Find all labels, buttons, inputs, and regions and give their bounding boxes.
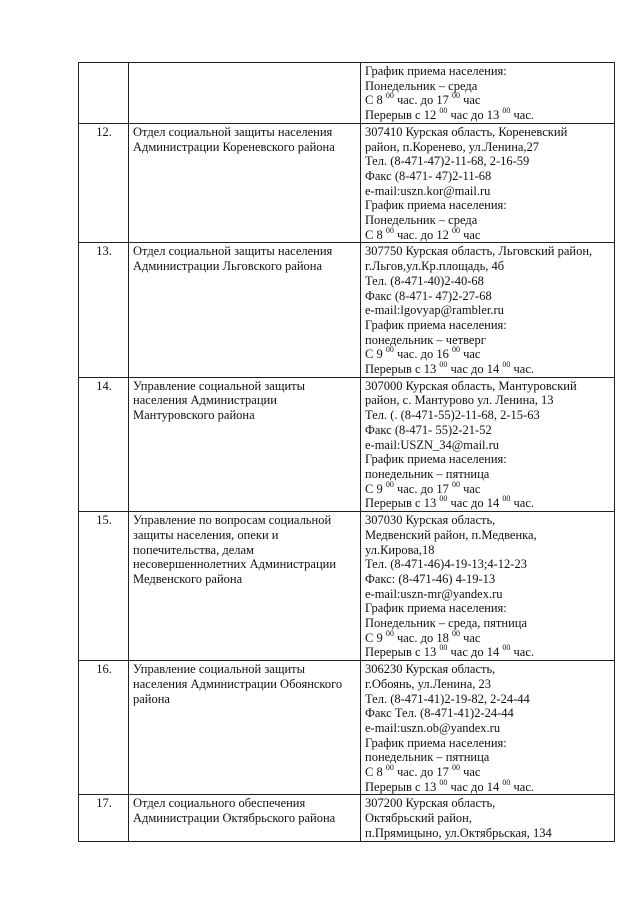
contact-info-line: e-mail:uszn.ob@yandex.ru <box>365 720 501 735</box>
office-name-line: Администрации Октябрьского района <box>133 811 336 826</box>
contact-info-line: Перерыв с 13 $^{00}$ час до 14 $^{00}$ час. <box>365 777 534 794</box>
row-number: 13. <box>79 243 129 377</box>
row-number: 12. <box>79 123 129 243</box>
contact-info-line: График приема населения: <box>365 735 507 750</box>
contact-info-line: График приема населения: <box>365 317 507 332</box>
contact-info-line: понедельник – пятница <box>365 750 490 765</box>
office-name-cell <box>129 512 361 661</box>
office-name-cell <box>129 377 361 511</box>
row-number: 14. <box>79 377 129 511</box>
office-name-line: Отдел социального обеспечения <box>133 796 306 811</box>
contact-info-line: район, п.Коренево, ул.Ленина,27 <box>365 139 540 154</box>
contact-info-line: Тел. (8-471-46)4-19-13;4-12-23 <box>365 557 527 572</box>
contact-info-line: Тел. (8-471-41)2-19-82, 2-24-44 <box>365 691 530 706</box>
office-name-line: попечительства, делам <box>133 542 254 557</box>
contact-info-line: 307410 Курская область, Кореневский <box>365 124 568 139</box>
office-name-line: несовершеннолетних Администрации <box>133 557 337 572</box>
office-name-cell <box>129 123 361 243</box>
office-name-line: района <box>133 691 170 706</box>
contact-info-line: Факс Тел. (8-471-41)2-24-44 <box>365 706 514 721</box>
contact-info-line: ул.Кирова,18 <box>365 542 435 557</box>
contact-info-line: Перерыв с 12 $^{00}$ час до 13 $^{00}$ час. <box>365 105 534 123</box>
row-number: 17. <box>79 795 129 841</box>
office-name-line: населения Администрации <box>133 393 277 408</box>
contact-info-line: Перерыв с 13 $^{00}$ час до 14 $^{00}$ час. <box>365 359 534 377</box>
contact-info-line: Факс (8-471- 47)2-11-68 <box>365 168 492 183</box>
offices-table-body <box>79 63 615 842</box>
contact-info-line: Факс (8-471- 55)2-21-52 <box>365 422 492 437</box>
contact-info-line: График приема населения: <box>365 198 507 213</box>
office-name-cell <box>129 661 361 795</box>
office-name-cell <box>129 795 361 841</box>
contact-info-line: 306230 Курская область, <box>365 662 496 677</box>
office-name-line: защиты населения, опеки и <box>133 527 279 542</box>
contact-info-line: г.Льгов,ул.Кр.площадь, 4б <box>365 259 505 274</box>
table-row <box>79 512 615 661</box>
contact-info-line: Понедельник – среда <box>365 213 478 228</box>
office-name-cell <box>129 243 361 377</box>
office-name-line: Администрации Льговского района <box>133 259 322 274</box>
contact-info-line: Октябрьский район, <box>365 811 472 826</box>
contact-info-line: 307000 Курская область, Мантуровский <box>365 378 577 393</box>
contact-info-line: Перерыв с 13 $^{00}$ час до 14 $^{00}$ час. <box>365 643 534 660</box>
table-row <box>79 123 615 243</box>
contact-info-cell <box>361 377 615 511</box>
row-number: 16. <box>79 661 129 795</box>
table-row <box>79 795 615 841</box>
contact-info-line: 307200 Курская область, <box>365 796 496 811</box>
office-name-line: Отдел социальной защиты населения <box>133 124 333 139</box>
contact-info-cell <box>361 661 615 795</box>
contact-info-cell <box>361 63 615 124</box>
row-number <box>79 63 129 124</box>
contact-info-line: Тел. (8-471-47)2-11-68, 2-16-59 <box>365 154 530 169</box>
contact-info-line: п.Прямицыно, ул.Октябрьская, 134 <box>365 825 552 840</box>
table-row <box>79 661 615 795</box>
contact-info-line: Перерыв с 13 $^{00}$ час до 14 $^{00}$ час. <box>365 494 534 511</box>
contact-info-line: e-mail:USZN_34@mail.ru <box>365 437 500 452</box>
contact-info-line: e-mail:uszn-mr@yandex.ru <box>365 586 503 601</box>
contact-info-line: С 9 $^{00}$ час. до 18 $^{00}$ час <box>365 628 481 645</box>
office-name-line: населения Администрации Обоянского <box>133 676 343 691</box>
office-name-line: Мантуровского района <box>133 408 255 423</box>
contact-info-line: Тел. (8-471-40)2-40-68 <box>365 273 484 288</box>
contact-info-line: С 9 $^{00}$ час. до 17 $^{00}$ час <box>365 479 481 496</box>
contact-info-line: С 8 $^{00}$ час. до 17 $^{00}$ час <box>365 91 481 108</box>
contact-info-line: С 8 $^{00}$ час. до 17 $^{00}$ час <box>365 762 481 780</box>
contact-info-line: Факс (8-471- 47)2-27-68 <box>365 288 492 303</box>
office-name-line: Управление социальной защиты <box>133 662 306 677</box>
contact-info-line: понедельник – четверг <box>365 332 486 347</box>
contact-info-line: Понедельник – среда <box>365 78 478 93</box>
contact-info-cell <box>361 243 615 377</box>
office-name-line: Администрации Кореневского района <box>133 139 335 154</box>
contact-info-line: График приема населения: <box>365 601 507 616</box>
contact-info-line: С 8 $^{00}$ час. до 12 $^{00}$ час <box>365 225 481 242</box>
row-number: 15. <box>79 512 129 661</box>
contact-info-line: 307750 Курская область, Льговский район, <box>365 244 593 259</box>
office-name-line: Управление по вопросам социальной <box>133 513 332 528</box>
contact-info-line: Медвенский район, п.Медвенка, <box>365 527 537 542</box>
contact-info-cell <box>361 123 615 243</box>
contact-info-line: Факс: (8-471-46) 4-19-13 <box>365 571 496 586</box>
contact-info-line: г.Обоянь, ул.Ленина, 23 <box>365 676 492 691</box>
contact-info-line: 307030 Курская область, <box>365 513 496 528</box>
table-row <box>79 377 615 511</box>
contact-info-line: Тел. (. (8-471-55)2-11-68, 2-15-63 <box>365 408 540 423</box>
office-name-cell <box>129 63 361 124</box>
table-row <box>79 243 615 377</box>
contact-info-cell <box>361 512 615 661</box>
contact-info-line: e-mail:lgovyap@rambler.ru <box>365 303 504 318</box>
contact-info-line: График приема населения: <box>365 64 507 78</box>
contact-info-line: район, с. Мантурово ул. Ленина, 13 <box>365 393 554 408</box>
offices-table <box>78 62 615 842</box>
contact-info-line: График приема населения: <box>365 452 507 467</box>
table-row <box>79 63 615 124</box>
contact-info-line: Понедельник – среда, пятница <box>365 616 528 631</box>
contact-info-line: e-mail:uszn.kor@mail.ru <box>365 183 491 198</box>
office-name-line: Отдел социальной защиты населения <box>133 244 333 259</box>
office-name-line: Управление социальной защиты <box>133 378 306 393</box>
office-name-line: Медвенского района <box>133 571 243 586</box>
contact-info-line: С 9 $^{00}$ час. до 16 $^{00}$ час <box>365 345 481 362</box>
contact-info-line: понедельник – пятница <box>365 466 490 481</box>
contact-info-cell <box>361 795 615 841</box>
